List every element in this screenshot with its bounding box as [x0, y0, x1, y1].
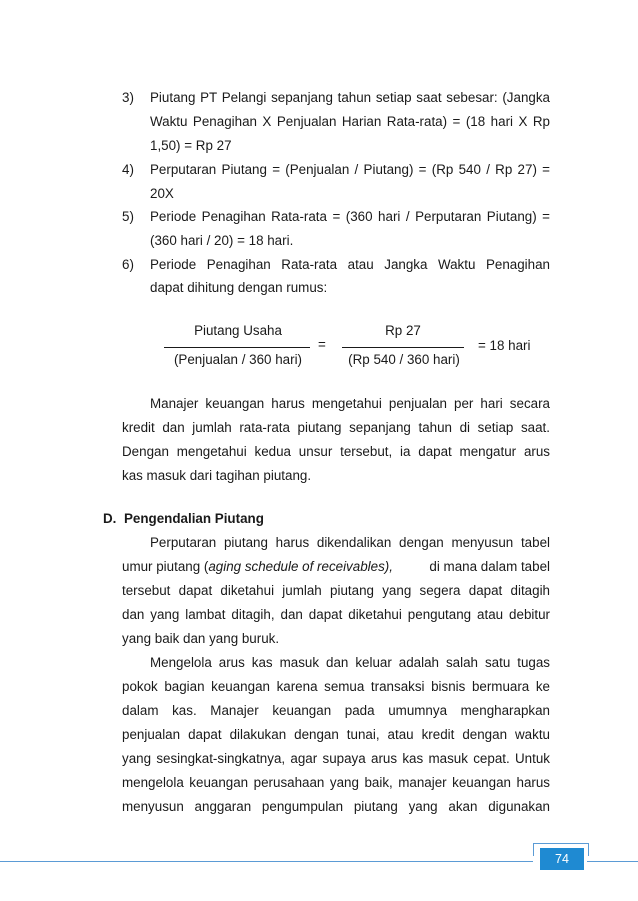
- paragraph-line: kas masuk dari tagihan piutang.: [122, 468, 312, 483]
- page-number: 74: [540, 848, 584, 870]
- paragraph-line: dan yang lambat ditagih, dan dapat diketahui pengutang atau debitur: [122, 607, 550, 622]
- fraction-rule: [342, 347, 464, 348]
- list-number: 6): [122, 257, 134, 272]
- footer-rule: [0, 861, 533, 862]
- list-item-text: Waktu Penagihan X Penjualan Harian Rata-rata) = (18 hari X Rp: [150, 114, 550, 129]
- section-letter: D.: [103, 511, 117, 526]
- paragraph-line: penjualan dapat dilakukan dengan tunai, atau kredit dengan waktu: [122, 727, 550, 742]
- list-item-text: Periode Penagihan Rata-rata = (360 hari / Perputaran Piutang) =: [150, 209, 550, 224]
- text-run: di mana dalam tabel: [429, 559, 550, 574]
- paragraph-line: kredit dan jumlah rata-rata piutang sepanjang tahun di setiap saat.: [122, 420, 550, 435]
- formula-result: = 18 hari: [478, 338, 531, 353]
- list-item-text: 20X: [150, 186, 174, 201]
- list-item-text: Periode Penagihan Rata-rata atau Jangka Waktu Penagihan: [150, 257, 550, 272]
- list-item-text: 1,50) = Rp 27: [150, 138, 232, 153]
- italic-term: aging schedule of receivables),: [208, 559, 393, 574]
- list-item-text: dapat dihitung dengan rumus:: [150, 280, 328, 295]
- list-item-text: Piutang PT Pelangi sepanjang tahun setiap saat sebesar: (Jangka: [150, 90, 550, 105]
- list-item-text: Perputaran Piutang = (Penjualan / Piutang) = (Rp 540 / Rp 27) =: [150, 162, 550, 177]
- formula-equals: =: [318, 337, 326, 352]
- paragraph-line: Mengelola arus kas masuk dan keluar adalah salah satu tugas: [150, 655, 550, 670]
- paragraph-line: Dengan mengetahui kedua unsur tersebut, ia dapat mengatur arus: [122, 444, 550, 459]
- paragraph-line: tersebut dapat diketahui jumlah piutang yang segera dapat ditagih: [122, 583, 550, 598]
- paragraph-line: [122, 559, 550, 574]
- paragraph-line: yang sesingkat-singkatnya, agar supaya arus kas masuk cepat. Untuk: [122, 751, 550, 766]
- fraction-rule: [164, 347, 310, 348]
- formula-left-denominator: (Penjualan / 360 hari): [173, 352, 303, 367]
- paragraph-line: dalam kas. Manajer keuangan pada umumnya mengharapkan: [122, 703, 550, 718]
- list-item-text: (360 hari / 20) = 18 hari.: [150, 233, 294, 248]
- footer-rule: [587, 861, 638, 862]
- list-number: 5): [122, 209, 134, 224]
- text-run: umur piutang (: [122, 559, 209, 574]
- list-number: 4): [122, 162, 134, 177]
- section-title: Pengendalian Piutang: [124, 511, 264, 526]
- paragraph-line: pokok bagian keuangan karena semua transaksi bisnis bermuara ke: [122, 679, 550, 694]
- paragraph-line: menyusun anggaran pengumpulan piutang yang akan digunakan: [122, 799, 550, 814]
- paragraph-line: yang baik dan yang buruk.: [122, 631, 280, 646]
- paragraph-line: Perputaran piutang harus dikendalikan dengan menyusun tabel: [150, 535, 550, 550]
- formula-left-numerator: Piutang Usaha: [194, 323, 282, 338]
- list-number: 3): [122, 90, 134, 105]
- formula-right-denominator: (Rp 540 / 360 hari): [348, 352, 460, 367]
- paragraph-line: mengelola keuangan perusahaan yang baik, manajer keuangan harus: [122, 775, 550, 790]
- paragraph-line: Manajer keuangan harus mengetahui penjualan per hari secara: [150, 396, 550, 411]
- formula-right-numerator: Rp 27: [385, 323, 421, 338]
